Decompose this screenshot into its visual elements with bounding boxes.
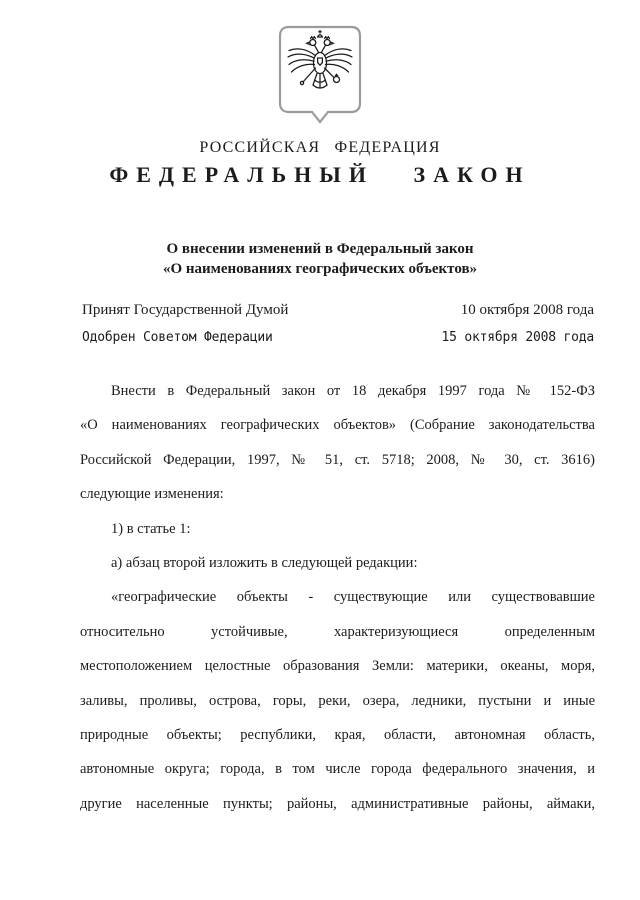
body-line: автономные округа; города, в том числе города федерального значения, и: [80, 761, 595, 778]
approved-by-council-label: Одобрен Советом Федерации: [82, 330, 273, 345]
adopted-by-duma-row: [82, 302, 594, 330]
law-title: [0, 239, 640, 279]
emblem-container: [0, 0, 640, 125]
adopted-by-duma-label: Принят Государственной Думой: [82, 302, 289, 318]
body-line: относительно устойчивые, характеризующиеся определенным: [80, 623, 595, 640]
body-line: «географические объекты - существующие или существовавшие: [111, 589, 595, 606]
law-title-line1: О внесении изменений в Федеральный закон: [166, 241, 474, 257]
body-line: другие населенные пункты; районы, административные районы, аймаки,: [80, 795, 595, 812]
law-body: [0, 374, 640, 821]
body-line: Российской Федерации, 1997, № 51, ст. 5718; 2008, № 30, ст. 3616): [80, 451, 595, 468]
body-line: заливы, проливы, острова, горы, реки, озера, ледники, пустыни и иные: [80, 692, 595, 709]
document-type-heading: ФЕДЕРАЛЬНЫЙ ЗАКОН: [109, 162, 531, 187]
law-title-line2: «О наименованиях географических объектов»: [162, 261, 478, 277]
body-line: 1) в статье 1:: [111, 520, 191, 537]
approved-by-council-row: [82, 330, 594, 358]
body-line: а) абзац второй изложить в следующей редакции:: [111, 554, 418, 571]
body-line: природные объекты; республики, края, области, автономная область,: [80, 726, 595, 743]
russian-coat-of-arms-icon: [278, 25, 362, 125]
body-line: «О наименованиях географических объектов» (Собрание законодательства: [80, 417, 595, 434]
adopted-by-duma-date: 10 октября 2008 года: [460, 302, 594, 318]
body-line: следующие изменения:: [80, 486, 224, 503]
adoption-block: [0, 302, 640, 358]
body-line: местоположением целостные образования Земли: материки, океаны, моря,: [80, 658, 595, 675]
body-line: Внести в Федеральный закон от 18 декабря 1997 года № 152-ФЗ: [111, 383, 595, 399]
approved-by-council-date: 15 октября 2008 года: [441, 330, 594, 345]
country-heading: РОССИЙСКАЯ ФЕДЕРАЦИЯ: [199, 139, 441, 156]
